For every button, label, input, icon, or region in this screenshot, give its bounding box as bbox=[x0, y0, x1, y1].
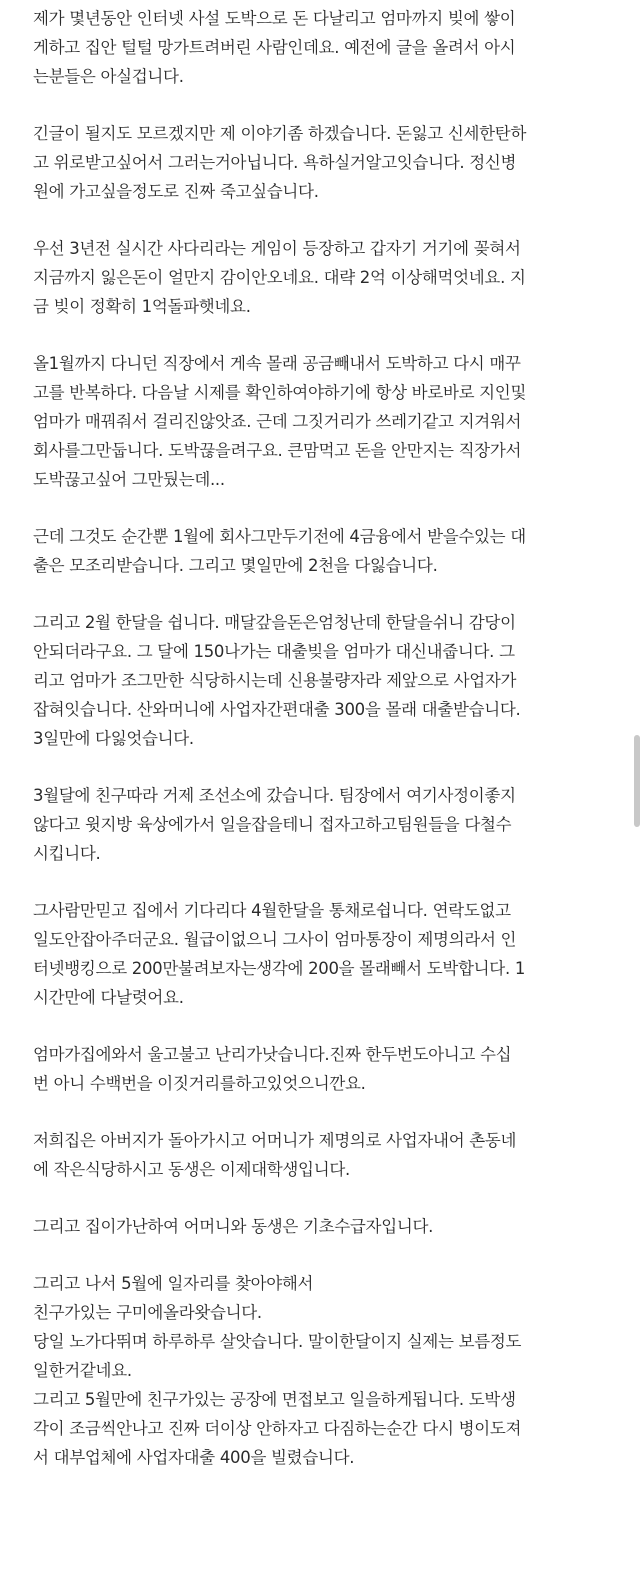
scrollbar[interactable] bbox=[634, 735, 640, 827]
text-line: 도박끊고싶어 그만뒀는데... bbox=[33, 470, 225, 489]
paragraph-gap bbox=[33, 753, 628, 781]
text-line: 고를 반복하다. 다음날 시제를 확인하여야하기에 항상 바로바로 지인및 bbox=[33, 383, 527, 402]
text-line: 에 작은식당하시고 동생은 이제대학생입니다. bbox=[33, 1160, 350, 1179]
paragraph bbox=[33, 1269, 628, 1472]
paragraph bbox=[33, 1040, 628, 1098]
text-line: 엄마가 매꿔줘서 걸리진않앗죠. 근데 그짓거리가 쓰레기같고 지겨워서 bbox=[33, 412, 522, 431]
paragraph bbox=[33, 119, 628, 206]
text-line: 출은 모조리받습니다. 그리고 몇일만에 2천을 다잃습니다. bbox=[33, 556, 438, 575]
text-line: 긴글이 될지도 모르겠지만 제 이야기좀 하겠습니다. 돈잃고 신세한탄하 bbox=[33, 124, 527, 143]
text-line: 시간만에 다날렷어요. bbox=[33, 988, 184, 1007]
paragraph-gap bbox=[33, 91, 628, 119]
text-line: 터넷뱅킹으로 200만불려보자는생각에 200을 몰래빼서 도박합니다. 1 bbox=[33, 959, 526, 978]
text-line: 각이 조금씩안나고 진짜 더이상 안하자고 다짐하는순간 다시 병이도져 bbox=[33, 1419, 522, 1438]
text-line: 그리고 나서 5월에 일자리를 찾아야해서 bbox=[33, 1274, 314, 1293]
text-line: 저희집은 아버지가 돌아가시고 어머니가 제명의로 사업자내어 촌동네 bbox=[33, 1131, 517, 1150]
text-line: 그사람만믿고 집에서 기다리다 4월한달을 통채로쉽니다. 연락도없고 bbox=[33, 901, 511, 920]
text-line: 3월달에 친구따라 거제 조선소에 갔습니다. 팀장에서 여기사정이좋지 bbox=[33, 786, 516, 805]
text-line: 리고 엄마가 조그만한 식당하시는데 신용불량자라 제앞으로 사업자가 bbox=[33, 671, 517, 690]
text-line: 올1월까지 다니던 직장에서 게속 몰래 공금빼내서 도박하고 다시 매꾸 bbox=[33, 354, 521, 373]
paragraph bbox=[33, 4, 628, 91]
paragraph bbox=[33, 608, 628, 753]
paragraph bbox=[33, 349, 628, 494]
text-line: 엄마가집에와서 울고불고 난리가낫습니다.진짜 한두번도아니고 수십 bbox=[33, 1045, 512, 1064]
text-line: 서 대부업체에 사업자대출 400을 빌렸습니다. bbox=[33, 1448, 355, 1467]
text-line: 게하고 집안 털털 망가트려버린 사람인데요. 예전에 글을 올려서 아시 bbox=[33, 38, 516, 57]
paragraph-gap bbox=[33, 494, 628, 522]
paragraph-gap bbox=[33, 1012, 628, 1040]
paragraph bbox=[33, 1212, 628, 1241]
text-line: 시킵니다. bbox=[33, 844, 101, 863]
text-line: 그리고 2월 한달을 쉽니다. 매달갚을돈은엄청난데 한달을쉬니 감당이 bbox=[33, 613, 516, 632]
paragraph-gap bbox=[33, 868, 628, 896]
text-line: 안되더라구요. 그 달에 150나가는 대출빚을 엄마가 대신내줍니다. 그 bbox=[33, 642, 515, 661]
text-line: 고 위로받고싶어서 그러는거아닙니다. 욕하실거알고잇습니다. 정신병 bbox=[33, 153, 517, 172]
paragraph bbox=[33, 1126, 628, 1184]
paragraph-gap bbox=[33, 321, 628, 349]
paragraph-gap bbox=[33, 206, 628, 234]
text-line: 지금까지 잃은돈이 얼만지 감이안오네요. 대략 2억 이상해먹엇네요. 지 bbox=[33, 268, 526, 287]
paragraph-gap bbox=[33, 1184, 628, 1212]
text-line: 친구가있는 구미에올라왓습니다. bbox=[33, 1303, 262, 1322]
text-line: 3일만에 다잃엇습니다. bbox=[33, 729, 194, 748]
text-line: 는분들은 아실겁니다. bbox=[33, 67, 184, 86]
text-line: 그리고 5월만에 친구가있는 공장에 면접보고 일을하게됩니다. 도박생 bbox=[33, 1390, 516, 1409]
paragraph-gap bbox=[33, 1098, 628, 1126]
text-line: 잡혀잇습니다. 산와머니에 사업자간편대출 300을 몰래 대출받습니다. bbox=[33, 700, 521, 719]
text-line: 근데 그것도 순간뿐 1월에 회사그만두기전에 4금융에서 받을수있는 대 bbox=[33, 527, 526, 546]
text-line: 일도안잡아주더군요. 월급이없으니 그사이 엄마통장이 제명의라서 인 bbox=[33, 930, 517, 949]
text-line: 않다고 윗지방 육상에가서 일을잡을테니 접자고하고팀원들을 다철수 bbox=[33, 815, 512, 834]
text-line: 일한거같네요. bbox=[33, 1361, 132, 1380]
text-line: 번 아니 수백번을 이짓거리를하고있엇으니깐요. bbox=[33, 1074, 366, 1093]
text-line: 제가 몇년동안 인터넷 사설 도박으로 돈 다날리고 엄마까지 빚에 쌓이 bbox=[33, 9, 516, 28]
text-line: 원에 가고싶을정도로 진짜 죽고싶습니다. bbox=[33, 182, 319, 201]
paragraph bbox=[33, 896, 628, 1012]
paragraph bbox=[33, 522, 628, 580]
paragraph bbox=[33, 781, 628, 868]
text-line: 금 빚이 정확히 1억돌파햇네요. bbox=[33, 297, 251, 316]
text-line: 회사를그만둡니다. 도박끊을려구요. 큰맘먹고 돈을 안만지는 직장가서 bbox=[33, 441, 522, 460]
paragraph bbox=[33, 234, 628, 321]
text-line: 그리고 집이가난하여 어머니와 동생은 기초수급자입니다. bbox=[33, 1217, 434, 1236]
paragraph-gap bbox=[33, 1241, 628, 1269]
post-body bbox=[33, 4, 628, 1472]
text-line: 우선 3년전 실시간 사다리라는 게임이 등장하고 갑자기 거기에 꽂혀서 bbox=[33, 239, 521, 258]
text-line: 당일 노가다뛰며 하루하루 살앗습니다. 말이한달이지 실제는 보름정도 bbox=[33, 1332, 522, 1351]
paragraph-gap bbox=[33, 580, 628, 608]
